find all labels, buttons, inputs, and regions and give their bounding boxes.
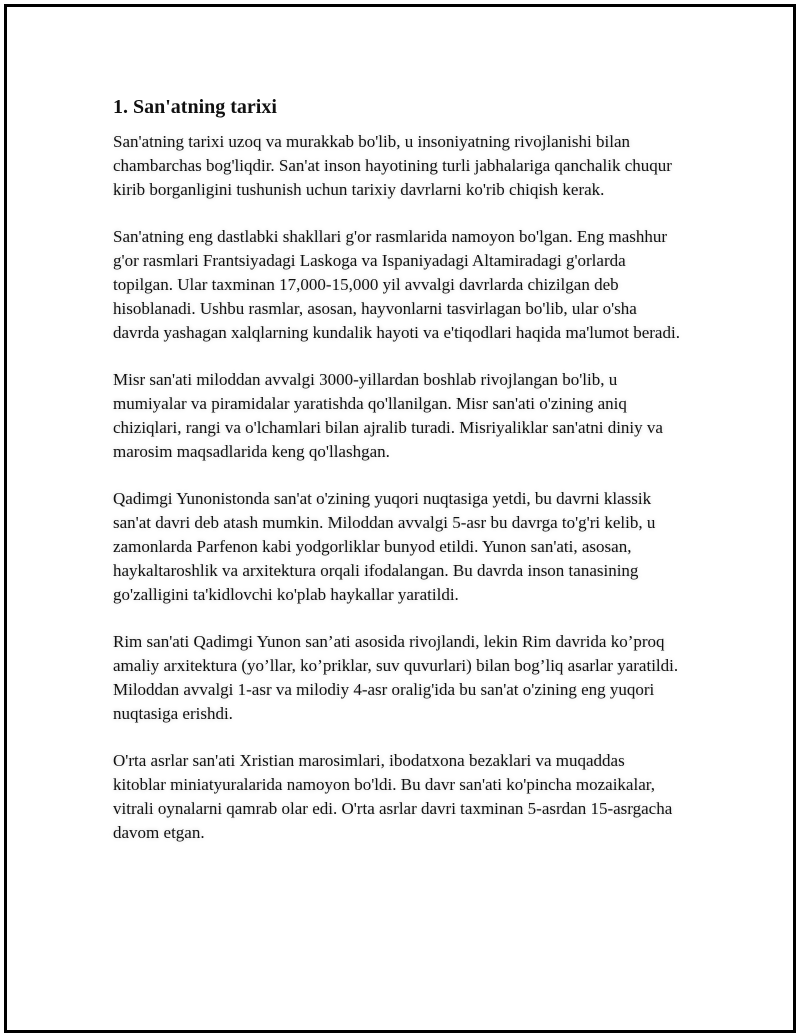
paragraph-intro: San'atning tarixi uzoq va murakkab bo'lib, u insoniyatning rivojlanishi bilan chambarchas bog'liqdir. San'at inson hayotining turli jabhalariga qanchalik chuqur kirib borganligini tushunish uchun tarixiy davrlarni ko'rib chiqish kerak. <box>113 132 672 199</box>
paragraph-cave-paintings: San'atning eng dastlabki shakllari g'or rasmlarida namoyon bo'lgan. Eng mashhur g'or rasmlari Frantsiyadagi Laskoga va Ispaniyadagi Altamiradagi g'orlarda topilgan. Ular taxminan 17,000-15,000 yil avvalgi davrlarda chizilgan deb hisoblanadi. Ushbu rasmlar, asosan, hayvonlarni tasvirlagan bo'lib, ular o'sha davrda yashagan xalqlarning kundalik hayoti va e'tiqodlari haqida ma'lumot beradi. <box>113 227 680 342</box>
section-heading: 1. San'atning tarixi <box>113 96 277 118</box>
paragraph-greek-art: Qadimgi Yunonistonda san'at o'zining yuqori nuqtasiga yetdi, bu davrni klassik san'at davri deb atash mumkin. Miloddan avvalgi 5-asr bu davrga to'g'ri kelib, u zamonlarda Parfenon kabi yodgorliklar bunyod etildi. Yunon san'ati, asosan, haykaltaroshlik va arxitektura orqali ifodalangan. Bu davrda inson tanasining go'zalligini ta'kidlovchi ko'plab haykallar yaratildi. <box>113 489 656 604</box>
document-body <box>113 95 681 868</box>
paragraph-egyptian-art: Misr san'ati miloddan avvalgi 3000-yillardan boshlab rivojlangan bo'lib, u mumiyalar va piramidalar yaratishda qo'llanilgan. Misr san'ati o'zining aniq chiziqlari, rangi va o'lchamlari bilan ajralib turadi. Misriyaliklar san'atni diniy va marosim maqsadlarida keng qo'llashgan. <box>113 370 663 461</box>
paragraph-roman-art: Rim san'ati Qadimgi Yunon san’ati asosida rivojlandi, lekin Rim davrida ko’proq amaliy arxitektura (yo’llar, ko’priklar, suv quvurlari) bilan bog’liq asarlar yaratildi. Miloddan avvalgi 1-asr va milodiy 4-asr oralig'ida bu san'at o'zining eng yuqori nuqtasiga erishdi. <box>113 632 679 723</box>
paragraph-medieval-art: O'rta asrlar san'ati Xristian marosimlari, ibodatxona bezaklari va muqaddas kitoblar miniatyuralarida namoyon bo'ldi. Bu davr san'ati ko'pincha mozaikalar, vitrali oynalarni qamrab olar edi. O'rta asrlar davri taxminan 5-asrdan 15-asrgacha davom etgan. <box>113 751 673 842</box>
